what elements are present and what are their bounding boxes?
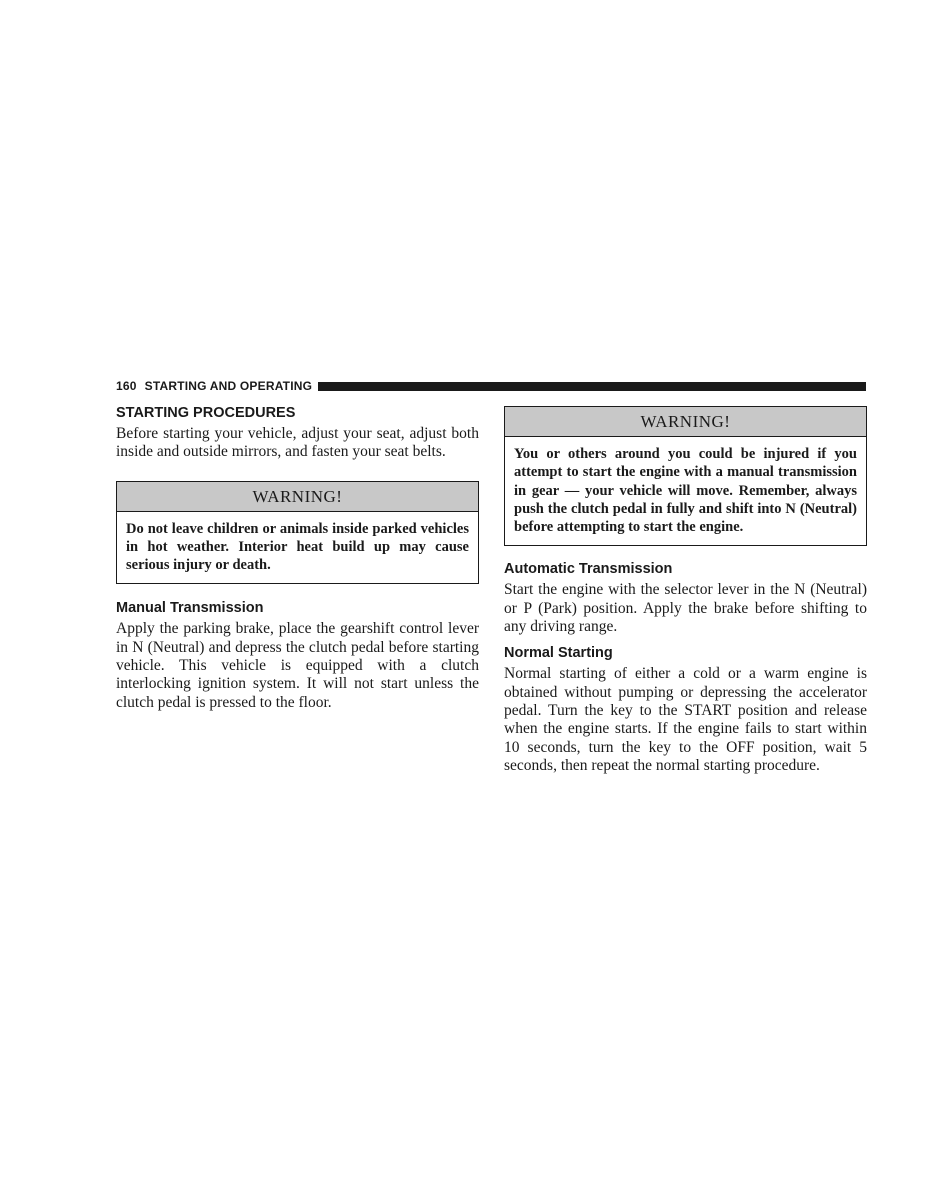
warning-text: You or others around you could be injured if you attempt to start the engine with a manual transmission in gear — your vehicle will move. Remember, always push the clutch pedal in fully and shift into N (Neutral) before attempting to start the engine. xyxy=(514,446,857,536)
automatic-transmission-heading: Automatic Transmission xyxy=(504,561,673,578)
page-header xyxy=(116,378,866,394)
starting-procedures-heading: STARTING PROCEDURES xyxy=(116,405,296,421)
page-number: 160 xyxy=(116,379,137,393)
left-column xyxy=(116,404,479,712)
manual-transmission-text: Apply the parking brake, place the gearshift control lever in N (Neutral) and depress the clutch pedal before starting vehicle. This vehicle is equipped with a clutch interlocking ignition system. It will not start unless the clutch pedal is pressed to the floor. xyxy=(116,620,479,711)
normal-starting-text: Normal starting of either a cold or a warm engine is obtained without pumping or depressing the accelerator pedal. Turn the key to the START position and release when the engine starts. If the engine fails to start within 10 seconds, turn the key to the OFF position, wait 5 seconds, then repeat the normal starting procedure. xyxy=(504,665,867,774)
section-title: STARTING AND OPERATING xyxy=(144,379,313,393)
warning-box-children xyxy=(116,481,479,585)
starting-procedures-section xyxy=(116,404,479,462)
right-column xyxy=(504,404,867,775)
automatic-transmission-section xyxy=(504,560,867,636)
warning-text: Do not leave children or animals inside parked vehicles in hot weather. Interior heat build up may cause serious injury or death. xyxy=(126,520,469,574)
manual-transmission-section xyxy=(116,599,479,711)
normal-starting-heading: Normal Starting xyxy=(504,645,613,662)
automatic-transmission-text: Start the engine with the selector lever in the N (Neutral) or P (Park) position. Apply the brake before shifting to any driving range. xyxy=(504,581,867,636)
manual-transmission-heading: Manual Transmission xyxy=(116,600,264,617)
warning-title: WARNING! xyxy=(505,407,866,437)
warning-title: WARNING! xyxy=(117,482,478,512)
normal-starting-section xyxy=(504,644,867,775)
starting-procedures-text: Before starting your vehicle, adjust your seat, adjust both inside and outside mirrors, and fasten your seat belts. xyxy=(116,425,479,461)
header-rule xyxy=(318,382,866,391)
warning-box-manual xyxy=(504,406,867,546)
